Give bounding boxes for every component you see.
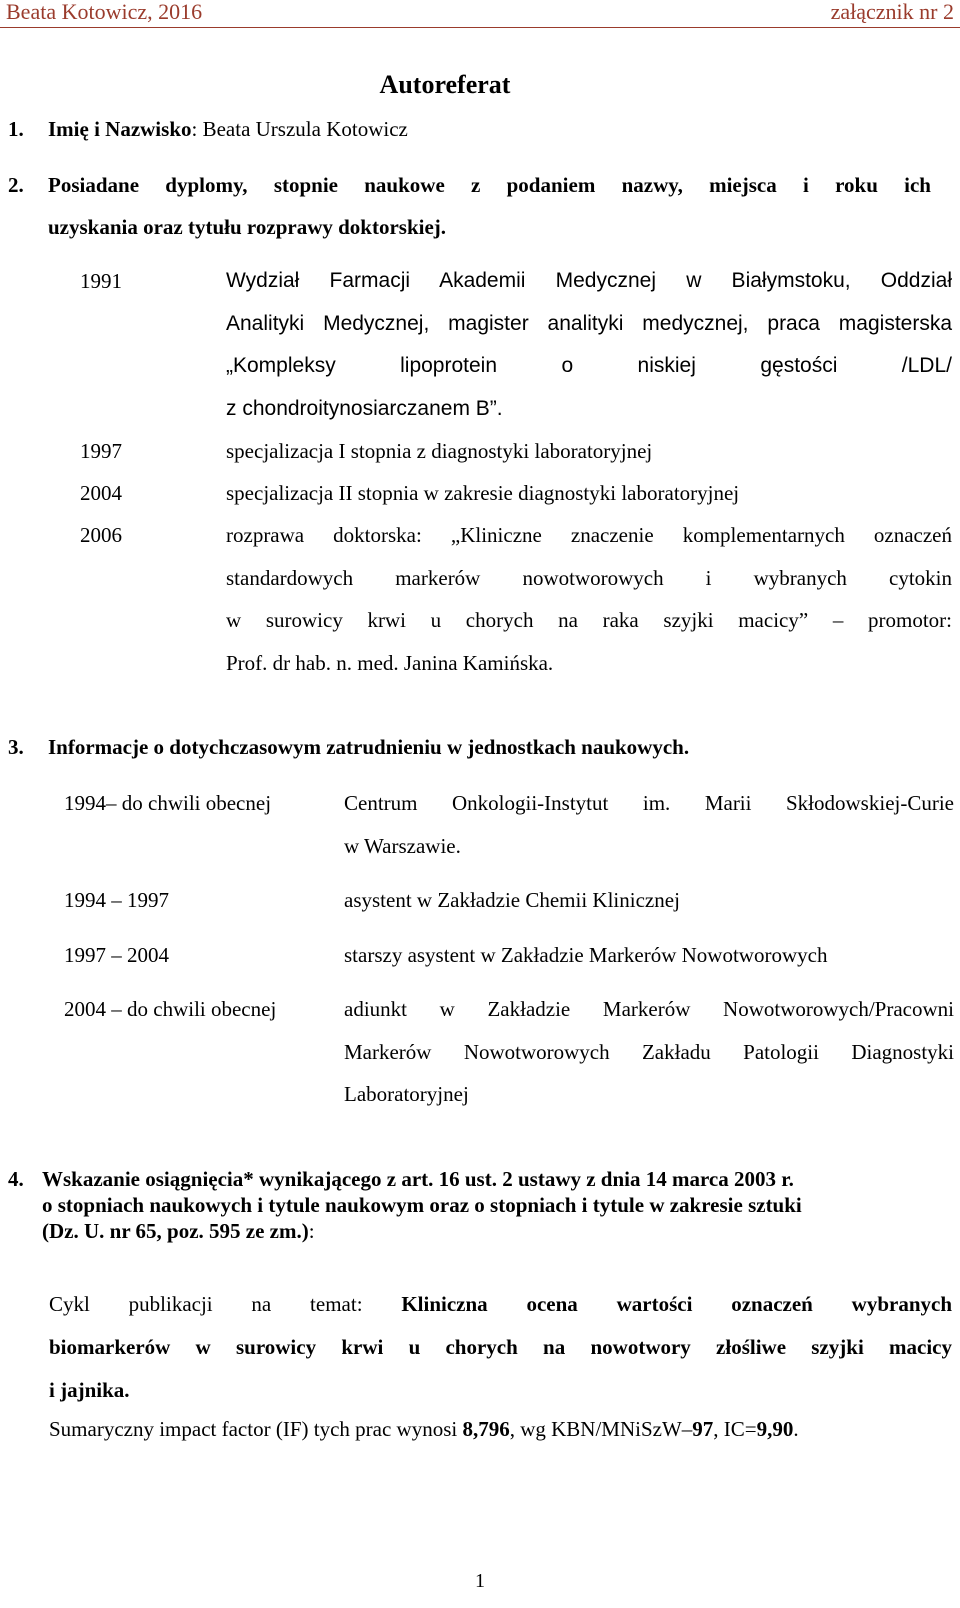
if-value: 8,796 bbox=[462, 1417, 510, 1441]
cycle-title-line1: Kliniczna ocena wartości oznaczeń wybranych bbox=[401, 1292, 953, 1316]
degree-year-2006: 2006 bbox=[80, 523, 122, 547]
degree-2006-line2: standardowych markerów nowotworowych i wybranych cytokin bbox=[226, 565, 952, 590]
cycle-title-line2: biomarkerów w surowicy krwi u chorych na nowotwory złośliwe szyjki macicy bbox=[49, 1335, 952, 1359]
section-1-label: Imię i Nazwisko bbox=[48, 117, 192, 141]
section-4-heading-line3: (Dz. U. nr 65, poz. 595 ze zm.) bbox=[42, 1219, 309, 1243]
header-divider bbox=[0, 27, 960, 28]
section-2-heading-line1: Posiadane dyplomy, stopnie naukowe z podaniem nazwy, miejsca i roku ich bbox=[48, 173, 931, 197]
degree-1991-line3: „Kompleksy lipoprotein o niskiej gęstości /LDL/ bbox=[226, 354, 952, 377]
cycle-title-line3: i jajnika. bbox=[49, 1378, 130, 1402]
section-2-number: 2. bbox=[8, 173, 24, 197]
employment-description-3: starszy asystent w Zakładzie Markerów Nowotworowych bbox=[344, 943, 828, 967]
employment-4-line1: adiunkt w Zakładzie Markerów Nowotworowych/Pracowni bbox=[344, 997, 954, 1021]
if-text-3: , IC= bbox=[713, 1417, 757, 1441]
employment-period-2: 1994 – 1997 bbox=[64, 888, 169, 912]
degree-description-1997: specjalizacja I stopnia z diagnostyki laboratoryjnej bbox=[226, 439, 653, 463]
degree-description-2006 bbox=[226, 514, 952, 684]
degree-2006-line3: w surowicy krwi u chorych na raka szyjki macicy” – promotor: bbox=[226, 608, 952, 632]
section-4-heading bbox=[8, 1166, 953, 1244]
section-4-heading-tail: : bbox=[308, 1219, 315, 1243]
publication-cycle bbox=[49, 1283, 952, 1412]
cycle-prefix: Cykl publikacji na temat: bbox=[49, 1292, 402, 1316]
employment-1-line2: w Warszawie. bbox=[344, 833, 461, 858]
section-4-heading-line1: Wskazanie osiągnięcia* wynikającego z art. 16 ust. 2 ustawy z dnia 14 marca 2003 r. bbox=[42, 1167, 794, 1191]
employment-period-1: 1994– do chwili obecnej bbox=[64, 791, 272, 815]
section-3-title: Informacje o dotychczasowym zatrudnieniu w jednostkach naukowych. bbox=[48, 735, 690, 759]
employment-period-3: 1997 – 2004 bbox=[64, 943, 169, 967]
degree-year-1991: 1991 bbox=[80, 269, 122, 293]
degree-description-1991 bbox=[226, 260, 952, 430]
ic-value: 9,90 bbox=[756, 1417, 794, 1441]
degree-1991-line1: Wydział Farmacji Akademii Medycznej w Białymstoku, Oddział bbox=[226, 269, 952, 292]
section-2-heading bbox=[8, 164, 953, 248]
employment-description-4 bbox=[344, 988, 954, 1116]
employment-4-line3: Laboratoryjnej bbox=[344, 1082, 469, 1106]
if-text-4: . bbox=[793, 1417, 799, 1441]
section-4-heading-line2: o stopniach naukowych i tytule naukowym oraz o stopniach i tytule w zakresie sztuki bbox=[42, 1193, 802, 1217]
if-text-2: , wg KBN/MNiSzW– bbox=[509, 1417, 693, 1441]
degree-year-2004: 2004 bbox=[80, 481, 122, 505]
section-4-number: 4. bbox=[8, 1167, 24, 1191]
employment-description-1 bbox=[344, 782, 954, 867]
section-1 bbox=[8, 108, 408, 150]
degree-2006-line1: rozprawa doktorska: „Kliniczne znaczenie komplementarnych oznaczeń bbox=[226, 523, 952, 547]
degree-1991-line4: z chondroitynosiarczanem B”. bbox=[226, 396, 503, 420]
kbn-value: 97 bbox=[692, 1417, 714, 1441]
section-3-heading bbox=[8, 726, 689, 768]
section-1-number: 1. bbox=[8, 117, 24, 141]
header-attachment-number: załącznik nr 2 bbox=[830, 0, 954, 24]
section-3-number: 3. bbox=[8, 735, 24, 759]
employment-4-line2: Markerów Nowotworowych Zakładu Patologii Diagnostyki bbox=[344, 1039, 954, 1064]
degree-year-1997: 1997 bbox=[80, 439, 122, 463]
if-text-1: Sumaryczny impact factor (IF) tych prac wynosi bbox=[49, 1417, 463, 1441]
degree-description-2004: specjalizacja II stopnia w zakresie diagnostyki laboratoryjnej bbox=[226, 481, 740, 505]
section-1-value: : Beata Urszula Kotowicz bbox=[191, 117, 408, 141]
section-2-heading-line2: uzyskania oraz tytułu rozprawy doktorskiej. bbox=[48, 215, 447, 239]
page-number: 1 bbox=[475, 1570, 485, 1592]
degree-1991-line2: Analityki Medycznej, magister analityki medycznej, praca magisterska bbox=[226, 311, 952, 335]
degree-2006-line4: Prof. dr hab. n. med. Janina Kamińska. bbox=[226, 650, 554, 675]
employment-1-line1: Centrum Onkologii-Instytut im. Marii Skłodowskiej-Curie bbox=[344, 791, 954, 815]
employment-description-2: asystent w Zakładzie Chemii Klinicznej bbox=[344, 888, 680, 912]
header-author-year: Beata Kotowicz, 2016 bbox=[6, 0, 203, 24]
employment-period-4: 2004 – do chwili obecnej bbox=[64, 997, 277, 1021]
impact-factor-line bbox=[49, 1408, 952, 1450]
document-title: Autoreferat bbox=[379, 70, 511, 99]
